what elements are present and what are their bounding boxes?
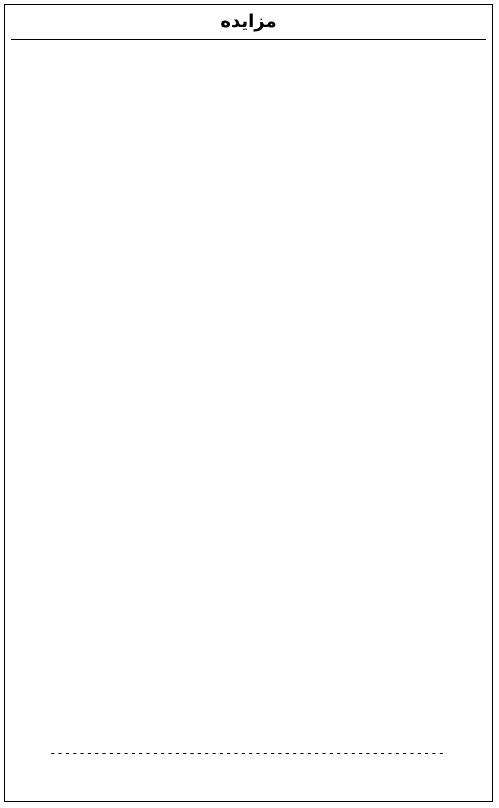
section-separator: ------------------------------------------------------	[50, 746, 447, 760]
auction-notice	[4, 4, 493, 802]
notice-title: مزایده	[220, 11, 277, 32]
title-divider	[11, 39, 486, 40]
